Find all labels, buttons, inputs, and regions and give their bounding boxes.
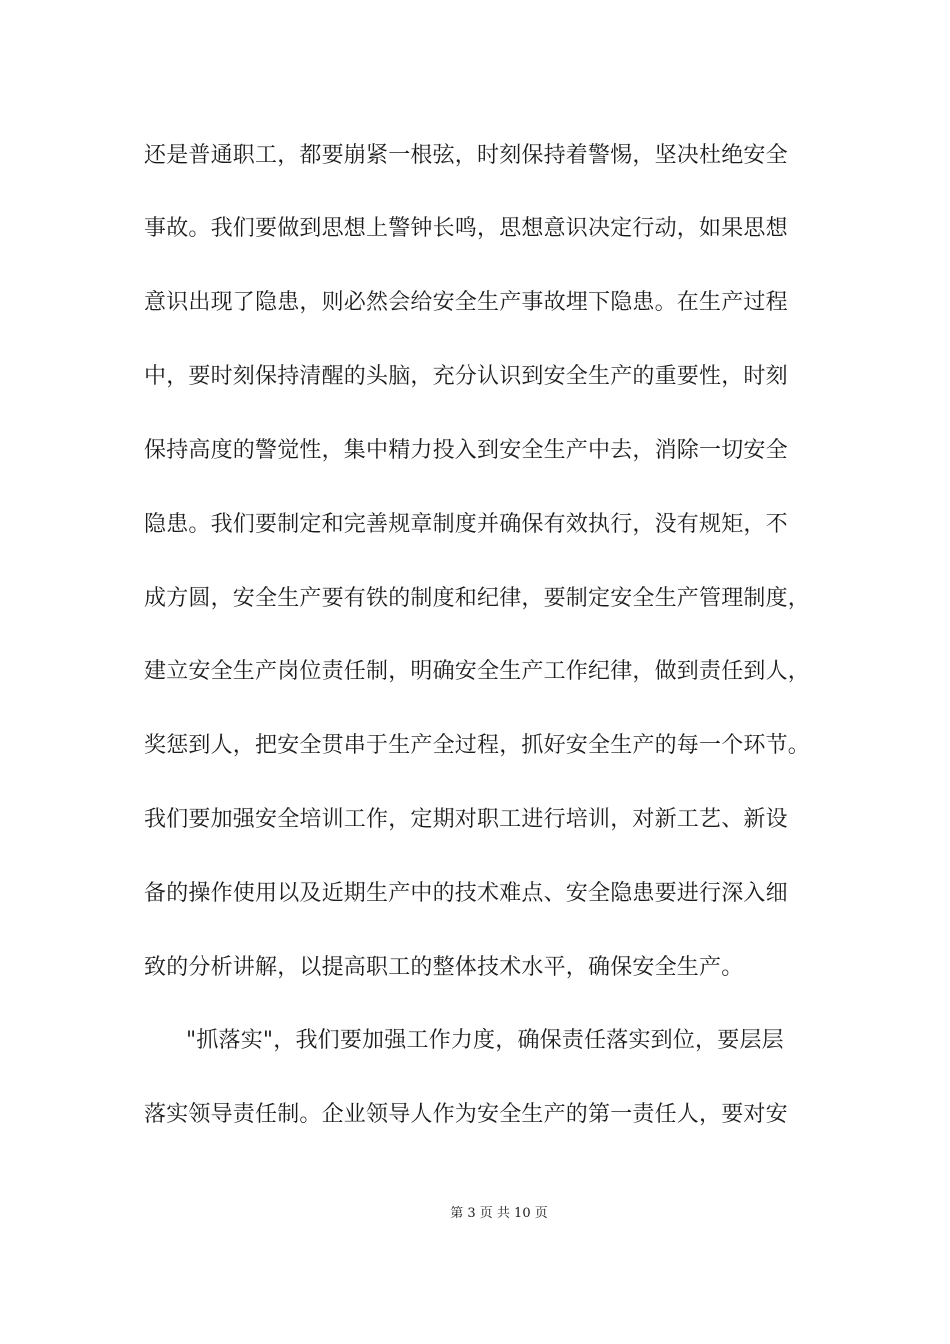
text-line: 落实领导责任制。企业领导人作为安全生产的第一责任人，要对安 bbox=[144, 1102, 788, 1127]
text-line: 致的分析讲解，以提高职工的整体技术水平，确保安全生产。 bbox=[144, 955, 744, 980]
text-line: 奖惩到人，把安全贯串于生产全过程，抓好安全生产的每一个环节。 bbox=[144, 733, 811, 758]
paragraph-first-line: "抓落实"，我们要加强工作力度，确保责任落实到位，要层层 bbox=[186, 1028, 784, 1053]
page-number-footer: 第 3 页 共 10 页 bbox=[450, 1206, 548, 1221]
text-line: 备的操作使用以及近期生产中的技术难点、安全隐患要进行深入细 bbox=[144, 881, 788, 906]
text-line: 隐患。我们要制定和完善规章制度并确保有效执行，没有规矩，不 bbox=[144, 512, 788, 537]
text-line: 成方圆，安全生产要有铁的制度和纪律，要制定安全生产管理制度， bbox=[144, 586, 811, 611]
text-line: 意识出现了隐患，则必然会给安全生产事故埋下隐患。在生产过程 bbox=[144, 290, 788, 315]
text-line: 事故。我们要做到思想上警钟长鸣，思想意识决定行动，如果思想 bbox=[144, 216, 788, 241]
text-line: 建立安全生产岗位责任制，明确安全生产工作纪律，做到责任到人， bbox=[144, 659, 811, 684]
text-line: 还是普通职工，都要崩紧一根弦，时刻保持着警惕，坚决杜绝安全 bbox=[144, 143, 788, 168]
text-line: 保持高度的警觉性，集中精力投入到安全生产中去，消除一切安全 bbox=[144, 438, 788, 463]
text-line: 我们要加强安全培训工作，定期对职工进行培训，对新工艺、新设 bbox=[144, 807, 788, 832]
text-line: 中，要时刻保持清醒的头脑，充分认识到安全生产的重要性，时刻 bbox=[144, 364, 788, 389]
